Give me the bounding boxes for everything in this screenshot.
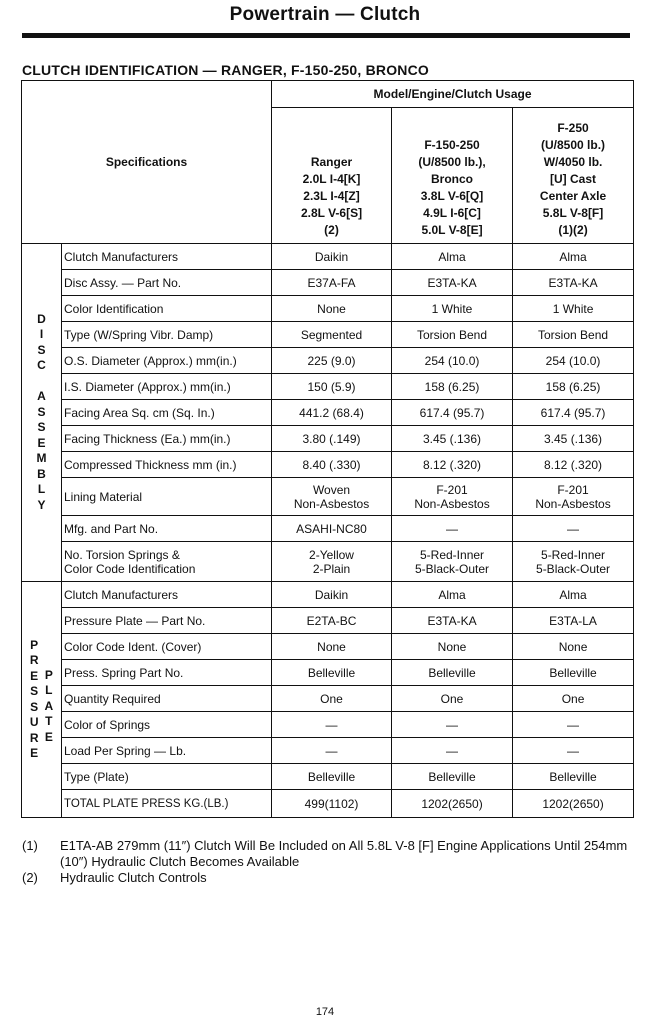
column-header-line: W/4050 lb. — [543, 155, 603, 169]
cell-line: 2-Yellow — [309, 547, 354, 562]
column-header-3 — [513, 108, 634, 244]
spec-value: Torsion Bend — [392, 322, 513, 348]
group-letter: E — [30, 746, 39, 760]
spec-label: Facing Thickness (Ea.) mm(in.) — [62, 426, 272, 452]
cell-line: F-201 — [436, 482, 468, 497]
column-header-line: (U/8500 lb.) — [541, 138, 606, 152]
cell-line: 5-Red-Inner — [420, 547, 485, 562]
spec-label: Disc Assy. — Part No. — [62, 270, 272, 296]
spec-label: Quantity Required — [62, 686, 272, 712]
pressure-row — [22, 764, 634, 790]
group-letter: A — [44, 698, 54, 713]
spec-label: I.S. Diameter (Approx.) mm(in.) — [62, 374, 272, 400]
group-letter: B — [37, 466, 46, 481]
spec-value: 8.40 (.330) — [272, 452, 392, 478]
spec-value: None — [272, 634, 392, 660]
cell-line: No. Torsion Springs & — [64, 547, 180, 562]
spec-value — [272, 542, 392, 582]
group-letter: E — [30, 668, 39, 683]
group-letter: A — [37, 389, 46, 404]
spec-value: — — [513, 516, 634, 542]
column-header-line: 2.0L I-4[K] — [302, 172, 361, 186]
spec-value — [392, 542, 513, 582]
pressure-plate-letters — [24, 638, 59, 762]
spec-value: None — [392, 634, 513, 660]
spec-value: Belleville — [272, 660, 392, 686]
spec-label: TOTAL PLATE PRESS KG.(LB.) — [62, 790, 272, 818]
group-letter: Y — [37, 497, 46, 512]
pressure-row — [22, 582, 634, 608]
spec-value — [513, 542, 634, 582]
spec-value: None — [513, 634, 634, 660]
spec-value: E3TA-KA — [513, 270, 634, 296]
column-header-2 — [392, 108, 513, 244]
group-letter: S — [30, 699, 39, 714]
spec-label: Press. Spring Part No. — [62, 660, 272, 686]
spec-label: Color Identification — [62, 296, 272, 322]
spec-value: — — [392, 516, 513, 542]
spec-label: Type (Plate) — [62, 764, 272, 790]
page-title: Powertrain — Clutch — [229, 4, 421, 25]
group-letter: S — [37, 342, 46, 357]
column-header-line: (U/8500 lb.), — [418, 155, 486, 169]
group-letter: D — [37, 311, 46, 326]
pressure-row — [22, 608, 634, 634]
column-header-line: F-150-250 — [424, 138, 480, 152]
spec-value: E3TA-KA — [392, 608, 513, 634]
spec-label: Clutch Manufacturers — [62, 244, 272, 270]
column-header-line: F-250 — [557, 121, 589, 135]
model-engine-usage-header: Model/Engine/Clutch Usage — [272, 81, 634, 108]
spec-value: 158 (6.25) — [392, 374, 513, 400]
spec-value: Alma — [392, 582, 513, 608]
cell-line: Woven — [312, 482, 351, 497]
spec-value: 3.80 (.149) — [272, 426, 392, 452]
spec-value: — — [272, 738, 392, 764]
spec-value: 225 (9.0) — [272, 348, 392, 374]
column-header-line: 3.8L V-6[Q] — [420, 189, 484, 203]
spec-value: 8.12 (.320) — [392, 452, 513, 478]
spec-value: 150 (5.9) — [272, 374, 392, 400]
spec-value: 1 White — [392, 296, 513, 322]
spec-value: One — [272, 686, 392, 712]
spec-label: Mfg. and Part No. — [62, 516, 272, 542]
pressure-row — [22, 660, 634, 686]
footnotes — [22, 838, 632, 886]
pressure-row — [22, 634, 634, 660]
spec-value: Torsion Bend — [513, 322, 634, 348]
spec-value: Alma — [392, 244, 513, 270]
spec-value: Belleville — [392, 764, 513, 790]
spec-value: 441.2 (68.4) — [272, 400, 392, 426]
column-header-line: 5.8L V-8[F] — [542, 206, 604, 220]
pressure-row — [22, 790, 634, 818]
spec-label: Facing Area Sq. cm (Sq. In.) — [62, 400, 272, 426]
plate-letters — [45, 654, 54, 746]
footnote-number: (2) — [22, 870, 38, 885]
column-header-1 — [272, 108, 392, 244]
column-header-line: [U] Cast — [550, 172, 597, 186]
cell-line: Non-Asbestos — [293, 496, 370, 511]
cell-line: 5-Red-Inner — [541, 547, 606, 562]
disc-row — [22, 426, 634, 452]
disc-row — [22, 244, 634, 270]
spec-label: Color of Springs — [62, 712, 272, 738]
column-header-line: (1)(2) — [558, 223, 588, 237]
pressure-letters — [30, 638, 39, 762]
disc-row — [22, 374, 634, 400]
spec-label: Type (W/Spring Vibr. Damp) — [62, 322, 272, 348]
cell-line: Non-Asbestos — [414, 496, 490, 511]
cell-line: F-201 — [557, 482, 589, 497]
spec-value: Belleville — [272, 764, 392, 790]
spec-value: Belleville — [513, 660, 634, 686]
pressure-row — [22, 686, 634, 712]
spec-label: Color Code Ident. (Cover) — [62, 634, 272, 660]
spec-value: 1202(2650) — [513, 790, 634, 818]
group-letter: E — [37, 435, 46, 450]
group-letter: R — [29, 653, 39, 667]
column-header-line: Bronco — [431, 172, 474, 186]
spec-value: Alma — [513, 244, 634, 270]
group-letter: L — [37, 482, 46, 497]
spec-value: Belleville — [513, 764, 634, 790]
disc-row — [22, 348, 634, 374]
spec-value: None — [272, 296, 392, 322]
group-letter: R — [29, 730, 39, 745]
disc-row — [22, 516, 634, 542]
group-letter: S — [37, 404, 46, 419]
column-header-line: 2.3L I-4[Z] — [303, 189, 360, 203]
spec-value: 617.4 (95.7) — [392, 400, 513, 426]
footnote-2 — [22, 870, 632, 886]
spec-label: Compressed Thickness mm (in.) — [62, 452, 272, 478]
group-letter: L — [45, 683, 53, 698]
spec-label: O.S. Diameter (Approx.) mm(in.) — [62, 348, 272, 374]
clutch-spec-table — [21, 80, 634, 818]
column-header-line: (2) — [324, 223, 339, 237]
spec-value: 1 White — [513, 296, 634, 322]
column-header-line: 5.0L V-8[E] — [421, 223, 483, 237]
disc-row — [22, 400, 634, 426]
spec-value: E2TA-BC — [272, 608, 392, 634]
cell-line: Non-Asbestos — [535, 496, 611, 511]
spec-value: Daikin — [272, 582, 392, 608]
spec-value: 499(1102) — [272, 790, 392, 818]
pressure-row — [22, 738, 634, 764]
spec-label: Clutch Manufacturers — [62, 582, 272, 608]
footnote-1 — [22, 838, 632, 870]
specifications-header: Specifications — [22, 81, 272, 244]
title-rule — [22, 33, 630, 38]
spec-label — [62, 542, 272, 582]
disc-row — [22, 452, 634, 478]
column-header-line: 2.8L V-6[S] — [300, 206, 363, 220]
group-letter: I — [39, 327, 44, 342]
group-letter: M — [36, 451, 47, 466]
cell-line: 5-Black-Outer — [415, 561, 490, 576]
spec-value: 254 (10.0) — [513, 348, 634, 374]
group-letter: P — [30, 637, 39, 652]
spec-value — [272, 478, 392, 516]
spec-value: One — [392, 686, 513, 712]
page-number: 174 — [315, 1006, 335, 1018]
spec-value: — — [272, 712, 392, 738]
footnote-text: Hydraulic Clutch Controls — [60, 870, 207, 885]
pressure-row — [22, 712, 634, 738]
cell-line: 5-Black-Outer — [536, 561, 611, 576]
spec-value: Daikin — [272, 244, 392, 270]
spec-label: Pressure Plate — Part No. — [62, 608, 272, 634]
spec-value: — — [513, 738, 634, 764]
group-letter: U — [29, 715, 39, 729]
group-letter: E — [44, 729, 53, 744]
disc-row — [22, 478, 634, 516]
spec-value: 3.45 (.136) — [513, 426, 634, 452]
group-letter: P — [44, 667, 53, 682]
spec-value: One — [513, 686, 634, 712]
spec-value: 158 (6.25) — [513, 374, 634, 400]
column-header-line: 4.9L I-6[C] — [423, 206, 481, 220]
disc-assembly-group-label — [22, 244, 62, 582]
group-letter: S — [30, 684, 39, 698]
disc-row — [22, 270, 634, 296]
spec-value: 3.45 (.136) — [392, 426, 513, 452]
group-letter: S — [37, 420, 46, 435]
cell-line: 2-Plain — [312, 561, 351, 576]
spec-value: — — [392, 738, 513, 764]
spec-value — [513, 478, 634, 516]
spec-value: 1202(2650) — [392, 790, 513, 818]
disc-row — [22, 542, 634, 582]
spec-value: 8.12 (.320) — [513, 452, 634, 478]
spec-value: — — [392, 712, 513, 738]
spec-value: Belleville — [392, 660, 513, 686]
spec-value: E3TA-LA — [513, 608, 634, 634]
group-letter: C — [37, 358, 46, 373]
disc-row — [22, 296, 634, 322]
spec-value — [392, 478, 513, 516]
footnote-number: (1) — [22, 838, 38, 853]
spec-value: Alma — [513, 582, 634, 608]
header-row — [22, 81, 634, 108]
group-letter: T — [45, 714, 53, 729]
spec-label: Lining Material — [62, 478, 272, 516]
spec-value: Segmented — [272, 322, 392, 348]
spec-value: ASAHI-NC80 — [272, 516, 392, 542]
spec-value: E3TA-KA — [392, 270, 513, 296]
section-title: CLUTCH IDENTIFICATION — RANGER, F-150-250, BRONCO — [22, 62, 430, 78]
spec-value: 617.4 (95.7) — [513, 400, 634, 426]
spec-value: 254 (10.0) — [392, 348, 513, 374]
spec-label: Load Per Spring — Lb. — [62, 738, 272, 764]
spec-value: E37A-FA — [272, 270, 392, 296]
disc-row — [22, 322, 634, 348]
footnote-text: E1TA-AB 279mm (11″) Clutch Will Be Included on All 5.8L V-8 [F] Engine Applications Until 254mm (10″) Hydraulic Clutch Becomes Available — [60, 838, 628, 869]
column-header-line: Ranger — [310, 155, 353, 169]
column-header-line: Center Axle — [539, 189, 607, 203]
pressure-plate-group-label — [22, 582, 62, 818]
spec-value: — — [513, 712, 634, 738]
cell-line: Color Code Identification — [64, 561, 196, 576]
